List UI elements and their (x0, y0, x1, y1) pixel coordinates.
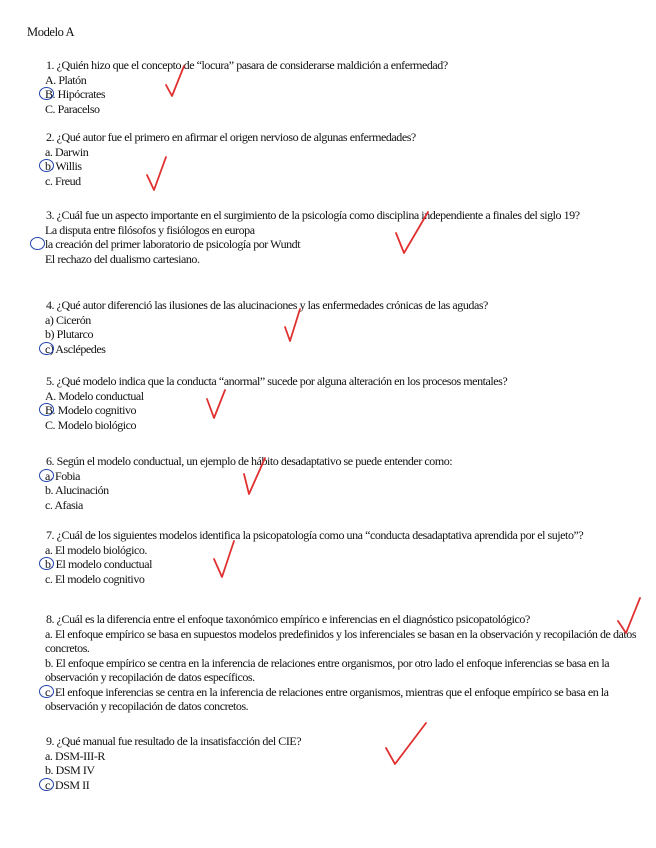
option-2-selected (45, 237, 637, 252)
option-c-selected (45, 778, 637, 793)
option-label: B. Hipócrates (45, 87, 106, 101)
page-title: Modelo A (27, 25, 75, 39)
answer-circle (39, 342, 54, 355)
option-a: a. El modelo biológico. (45, 542, 147, 557)
option-a: A. Platón (45, 72, 87, 87)
question-7 (45, 528, 637, 586)
question-text: 4. ¿Qué autor diferenció las ilusiones de las alucinaciones y las enfermedades crónicas de las agudas? (46, 298, 488, 312)
option-a: a) Cicerón (45, 312, 91, 327)
question-text: 6. Según el modelo conductual, un ejemplo de hábito desadaptativo se puede entender como: (46, 454, 453, 468)
question-text: 1. ¿Quién hizo que el concepto de “locura” pasara de considerarse maldición a enfermedad? (46, 58, 448, 72)
option-label: b. Willis (45, 159, 82, 173)
option-a-selected (45, 469, 637, 484)
option-label: c. DSM II (45, 777, 90, 792)
option-c: C. Modelo biológico (45, 417, 137, 432)
option-b: b. DSM IV (45, 763, 95, 777)
option-label: c) Asclépedes (45, 341, 106, 356)
question-1 (45, 58, 637, 116)
option-c: C. Paracelso (45, 101, 100, 116)
answer-circle (39, 557, 54, 570)
question-text: 2. ¿Qué autor fue el primero en afirmar el origen nervioso de algunas enfermedades? (46, 130, 416, 144)
option-a: a. DSM-III-R (45, 748, 105, 763)
option-1: La disputa entre filósofos y fisiólogos en europa (45, 222, 255, 237)
question-9 (45, 734, 637, 792)
question-6 (45, 454, 637, 512)
option-c: c. Afasia (45, 497, 83, 512)
option-label: a. Fobia (45, 468, 81, 483)
option-c-selected (45, 685, 637, 714)
option-label: c. El enfoque inferencias se centra en la inferencia de relaciones entre organismos, mientras que el enfoque empírico se basa en la observación y recopilación de datos concretos. (45, 684, 609, 713)
option-b: b) Plutarco (45, 327, 94, 341)
option-c-selected (45, 342, 637, 357)
answer-circle (39, 159, 54, 172)
answer-circle (39, 403, 54, 416)
option-b-selected (45, 159, 637, 174)
option-b-selected (45, 403, 637, 418)
question-3 (45, 208, 637, 266)
option-label: la creación del primer laboratorio de psicología por Wundt (45, 237, 301, 251)
question-text: 7. ¿Cuál de los siguientes modelos identifica la psicopatología como una “conducta desadaptativa aprendida por el sujeto”? (46, 528, 584, 542)
option-a: a. Darwin (45, 144, 89, 159)
answer-circle (39, 685, 54, 698)
question-8 (45, 612, 637, 714)
question-4 (45, 298, 637, 356)
option-b-selected (45, 87, 637, 102)
option-c: c. Freud (45, 173, 81, 188)
question-text: 8. ¿Cuál es la diferencia entre el enfoque taxonómico empírico e inferencias en el diagnóstico psicopatológico? (46, 612, 530, 626)
question-2 (45, 130, 637, 188)
question-text: 9. ¿Qué manual fue resultado de la insatisfacción del CIE? (46, 734, 302, 748)
answer-circle (30, 237, 45, 250)
option-b: b. Alucinación (45, 483, 109, 497)
answer-circle (39, 778, 54, 791)
answer-circle (39, 87, 54, 100)
option-b: b. El enfoque empírico se centra en la inferencia de relaciones entre organismos, por otro lado el enfoque inferencias se basa en la observación y recopilación de datos específicos. (45, 655, 610, 684)
option-a: a. El enfoque empírico se basa en supuestos modelos predefinidos y los inferenciales se basan en la observación y recopilación de datos concretos. (45, 626, 637, 655)
option-b-selected (45, 557, 637, 572)
option-label: B. Modelo cognitivo (45, 403, 137, 417)
option-c: c. El modelo cognitivo (45, 571, 145, 586)
question-text: 5. ¿Qué modelo indica que la conducta “anormal” sucede por alguna alteración en los procesos mentales? (46, 374, 508, 388)
answer-circle (39, 469, 54, 482)
question-text: 3. ¿Cuál fue un aspecto importante en el surgimiento de la psicología como disciplina independiente a finales del siglo 19? (46, 208, 580, 222)
option-label: b. El modelo conductual (45, 557, 152, 571)
option-3: El rechazo del dualismo cartesiano. (45, 251, 200, 266)
option-a: A. Modelo conductual (45, 388, 144, 403)
question-5 (45, 374, 637, 432)
